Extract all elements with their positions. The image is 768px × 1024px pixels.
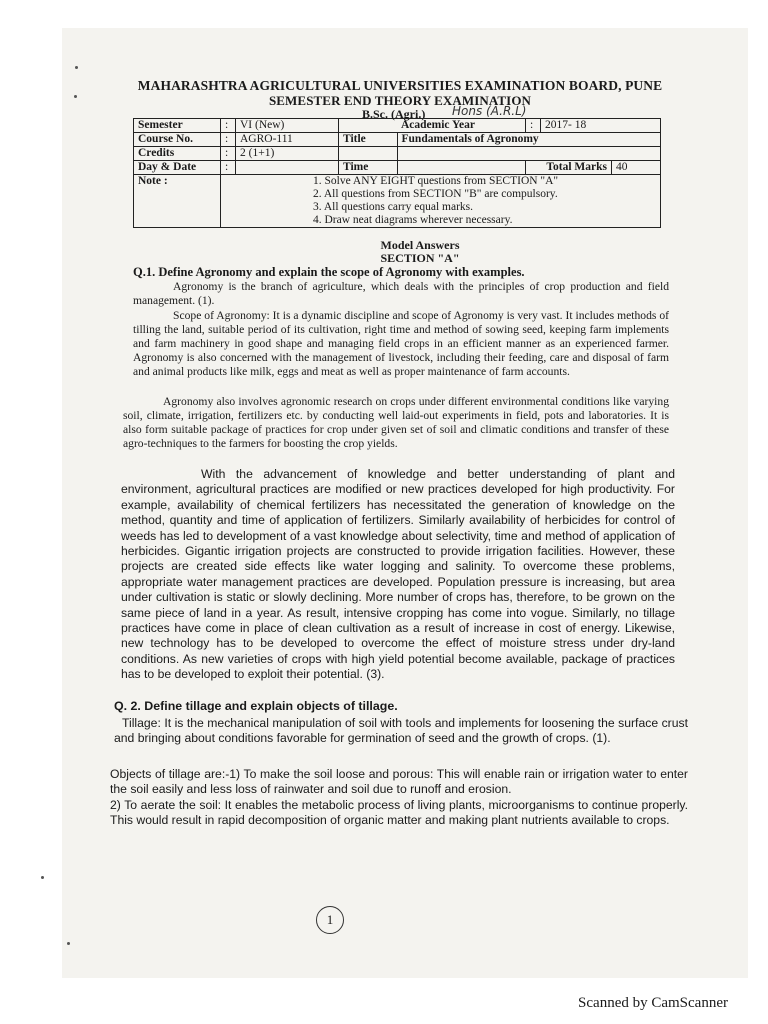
- credits-label: Credits: [134, 147, 221, 161]
- time-label: Time: [339, 161, 398, 175]
- question-2: Q. 2. Define tillage and explain objects of tillage.: [114, 699, 398, 713]
- total-marks-label: Total Marks: [526, 161, 612, 175]
- note-item: 2. All questions from SECTION "B" are compulsory.: [313, 188, 558, 200]
- academic-year-label: Academic Year: [397, 119, 526, 133]
- course-label: Course No.: [134, 133, 221, 147]
- question-1: Q.1. Define Agronomy and explain the scope of Agronomy with examples.: [133, 265, 525, 279]
- model-answers-heading: Model Answers: [380, 238, 460, 252]
- answer-paragraph: Agronomy also involves agronomic research on crops under different environmental conditions like varying soil, climate, irrigation, fertilizers etc. by conducting well laid-out experiments in field, pots and laboratories. It is also form suitable package of practices for crop under given set of soil and climatic conditions and transfer of these agro-techniques to the farmers for boosting the crop yields.: [123, 395, 669, 451]
- note-list: [221, 175, 661, 228]
- title-value: Fundamentals of Agronomy: [397, 133, 661, 147]
- answer-paragraph: With the advancement of knowledge and better understanding of plant and environment, agricultural practices are modified or new practices developed for high productivity. For example, availability of chemical fertilizers has necessitated the generation of knowledge on the method, quantity and time of application of fertilizers. Similarly availability of herbicides for control of weeds has led to development of a vast knowledge about selectivity, time and method of application of herbicides. Gigantic irrigation projects are constructed to provide irrigation facilities. However, these projects are created side effects like water logging and salinity. To overcome these problems, appropriate water management practices are developed. Population pressure is increasing, but area under cultivation is static or slowly declining. More number of crops has, therefore, to be grown on the same piece of land in a year. As result, intensive cropping has come into vogue. Similarly, no tillage practices have come in place of clean cultivation as a result of increase in cost of energy. Likewise, new technology has to be developed to overcome the effect of moisture stress under dry-land conditions. As new varieties of crops with high yield potential become available, package of practices has to be developed to exploit their potential. (3).: [121, 467, 675, 682]
- page-number: 1: [316, 906, 344, 934]
- degree-label: B.Sc. (Agri.): [362, 107, 426, 121]
- note-item: 4. Draw neat diagrams wherever necessary.: [313, 214, 513, 226]
- section-heading: SECTION "A": [380, 251, 460, 265]
- answer-paragraph: Tillage: It is the mechanical manipulation of soil with tools and implements for loosening the surface crust and bringing about conditions favorable for germination of seed and the growth of crops. (1).: [114, 716, 688, 746]
- board-title: MAHARASHTRA AGRICULTURAL UNIVERSITIES EXAMINATION BOARD, PUNE: [137, 78, 663, 93]
- semester-value: VI (New): [236, 119, 339, 133]
- total-marks-value: 40: [612, 161, 661, 175]
- answer-paragraph: 2) To aerate the soil: It enables the metabolic process of living plants, microorganisms to continue properly. This would result in rapid decomposition of organic matter and making plant nutrients available to crops.: [110, 798, 688, 828]
- semester-label: Semester: [134, 119, 221, 133]
- note-item: 3. All questions carry equal marks.: [313, 201, 474, 213]
- exam-info-table: Semester : VI (New) Academic Year : 2017- 18 Course No. : AGRO-111 Title Fundamentals of Agronomy Credits : 2 (1+1) Day & Date : Time Total Marks 40 Note : 1. Solve ANY EIGHT questions from SECTION "A" 2. All questions from SECTION "B" are compulsory. 3. All questions carry equal marks. 4. Draw neat diagrams wherever necessary.: [133, 118, 661, 228]
- answer-paragraph: Objects of tillage are:-1) To make the soil loose and porous: This will enable rain or irrigation water to enter the soil easily and less loss of rainwater and soil due to runoff and erosion.: [110, 767, 688, 797]
- note-label: Note :: [134, 175, 221, 228]
- note-item: 1. Solve ANY EIGHT questions from SECTION "A": [313, 175, 559, 187]
- day-label: Day & Date: [134, 161, 221, 175]
- scan-speck: [74, 95, 77, 98]
- scan-speck: [75, 66, 78, 69]
- title-label: Title: [339, 133, 398, 147]
- answer-paragraph: Scope of Agronomy: It is a dynamic discipline and scope of Agronomy is very vast. It includes methods of tilling the land, suitable period of its cultivation, right time and method of sowing seed, keeping farm implements and farm machinery in good shape and managing field crops in an efficient manner as an experienced farmer. Agronomy is also concerned with the management of livestock, including their feeding, care and disposal of farm and animal products like milk, eggs and meat as well as proper maintenance of farm accounts.: [133, 309, 669, 379]
- exam-title: SEMESTER END THEORY EXAMINATION: [268, 93, 532, 108]
- credits-value: 2 (1+1): [236, 147, 339, 161]
- scanner-credit: Scanned by CamScanner: [578, 995, 728, 1011]
- scan-speck: [41, 876, 44, 879]
- academic-year-value: 2017- 18: [541, 119, 661, 133]
- handwritten-annotation: Hons (A.R.L): [452, 104, 527, 118]
- course-value: AGRO-111: [236, 133, 339, 147]
- answer-paragraph: Agronomy is the branch of agriculture, which deals with the principles of crop production and field management. (1).: [133, 280, 669, 308]
- scan-speck: [67, 942, 70, 945]
